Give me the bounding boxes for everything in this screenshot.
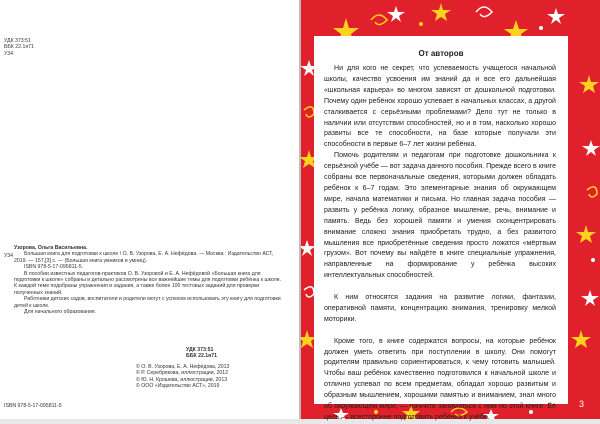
isbn-footer: ISBN 978-5-17-095811-5 <box>4 403 62 409</box>
page-title: От авторов <box>418 49 464 58</box>
page-number: 3 <box>578 399 584 409</box>
catalog-isbn: ISBN 978-5-17-095811-5. <box>24 264 84 271</box>
copyright-line: © Ю. Н. Крошева, иллюстрации, 2013 <box>136 376 228 383</box>
dot-icon <box>419 22 423 26</box>
paragraph: К ним относятся задания на развитие логики, фантазии, оперативной памяти, концентрацию внимания, тренировку мелкой моторики. <box>324 294 556 323</box>
swirl-icon <box>476 7 492 17</box>
author-mark: У34 <box>4 50 14 57</box>
catalog-author: Узорова, Ольга Васильевна. <box>14 245 88 251</box>
swirl-icon <box>304 107 314 117</box>
bbk-code-bottom: ББК 22.1я71 <box>186 353 217 360</box>
star-icon <box>582 140 600 156</box>
swirl-icon <box>371 15 387 25</box>
star-icon <box>579 75 599 93</box>
article-body <box>324 64 556 424</box>
dot-icon <box>539 26 543 30</box>
left-page <box>0 0 299 419</box>
catalog-card <box>14 245 284 315</box>
recommendation: Работники детских садов, воспитатели и родители могут с успехом использовать эту книгу для подготовки детей к школе. <box>14 296 281 309</box>
star-icon <box>387 6 405 22</box>
text-panel <box>314 36 568 421</box>
copyright-line: © Р. Серебрякова, иллюстрации, 2012 <box>136 370 229 377</box>
paragraph: Ни для кого не секрет, что успеваемость учащегося начальной школы, качество усвоения им знаний да и все его дальнейшая «школьная карьера» во многом зависят от дошкольной подготовки. Почему один ребёнок хорошо успевает в начальных классах, а другой сталкивается с серьёзными проблемами? Дело тут не только в наличии или отсутствии способностей, но и в том, насколько хорошо развиты все те способности, на базе которые получали эти способности в первые 6–7 лет жизни ребёнка. <box>324 65 556 149</box>
udk-code-bottom: УДК 373:51 <box>186 347 214 353</box>
audience: Для начального образования. <box>24 309 96 316</box>
udk-block-top <box>4 38 34 57</box>
dot-icon <box>591 258 595 262</box>
annotation: В пособии известных педагогов-практиков О. В. Узоровой и Е. А. Нефёдовой «Большая книга для подготовки к школе» собраны и детально рассмотрены все важнейшие темы для подготовки ребёнка к школе. К каждой теме подобраны упражнения и задания, а также более 100 тестовых заданий для проверки полученных знаний. <box>14 270 282 296</box>
paragraph: Кроме того, в книге содержатся вопросы, на которые ребёнок должен уметь ответить при поступлении в школу. Они помогут родителям правильно сориентироваться, к чему готовить малышей. Чтобы ваш ребёнок качественно подготовился к начальной школе и отлично успевал по всем предметам, обладал хорошо развитым и образным мышлением, хорошими памятью и вниманием, знал много об окружающем мире, — начните заниматься с ним по этой книге. Ёё цель — всесторонне подготовить ребёнка к учёбе. <box>324 337 556 421</box>
star-icon <box>581 290 599 306</box>
star-icon <box>571 330 591 348</box>
bbk-code: ББК 22.1я71 <box>4 44 34 51</box>
copyright-block <box>136 364 229 390</box>
copyright-line: © ООО «Издательство АСТ», 2019 <box>136 383 220 390</box>
star-icon <box>431 3 451 21</box>
swirl-icon <box>304 287 314 297</box>
paragraph: Помочь родителям и педагогам при подготовке дошкольника к серьёзной учёбе — вот задача данного пособия. Прежде всего в книге собраны все первоначальные сведения, которыми должен обладать ребёнок к 6–7 годам. Это элементарные знания об окружающем мире, начала математики и письма. Но главная задача пособия — развить у ребёнка логику, образное мышление, речь, внимание и память. Ведь без хорошей памяти и умения сконцентрировать внимание сложно знания приобретать трудно, а без развитого мышления все приобретённые сведения просто ложатся «мёртвым грузом». Вот почему вы найдёте в книге специальные упражнения, направленные на формирование у ребёнка высоких интеллектуальных способностей. <box>324 152 556 280</box>
copyright-line: © О. В. Узорова, Е. А. Нефёдова, 2013 <box>136 364 230 370</box>
star-icon <box>547 8 565 24</box>
udk-block-bottom <box>186 347 217 360</box>
catalog-description: Большая книга для подготовки к школе / О. В. Узорова, Е. А. Нефёдова. — Москва : Издательство АСТ, 2019. — 157,[3] с. — (Большая книга умников и умниц). <box>14 251 274 264</box>
udk-code: УДК 373:51 <box>4 38 31 44</box>
author-mark-catalog: У34 <box>4 253 14 259</box>
swirl-icon <box>587 187 597 197</box>
star-icon <box>576 225 596 243</box>
